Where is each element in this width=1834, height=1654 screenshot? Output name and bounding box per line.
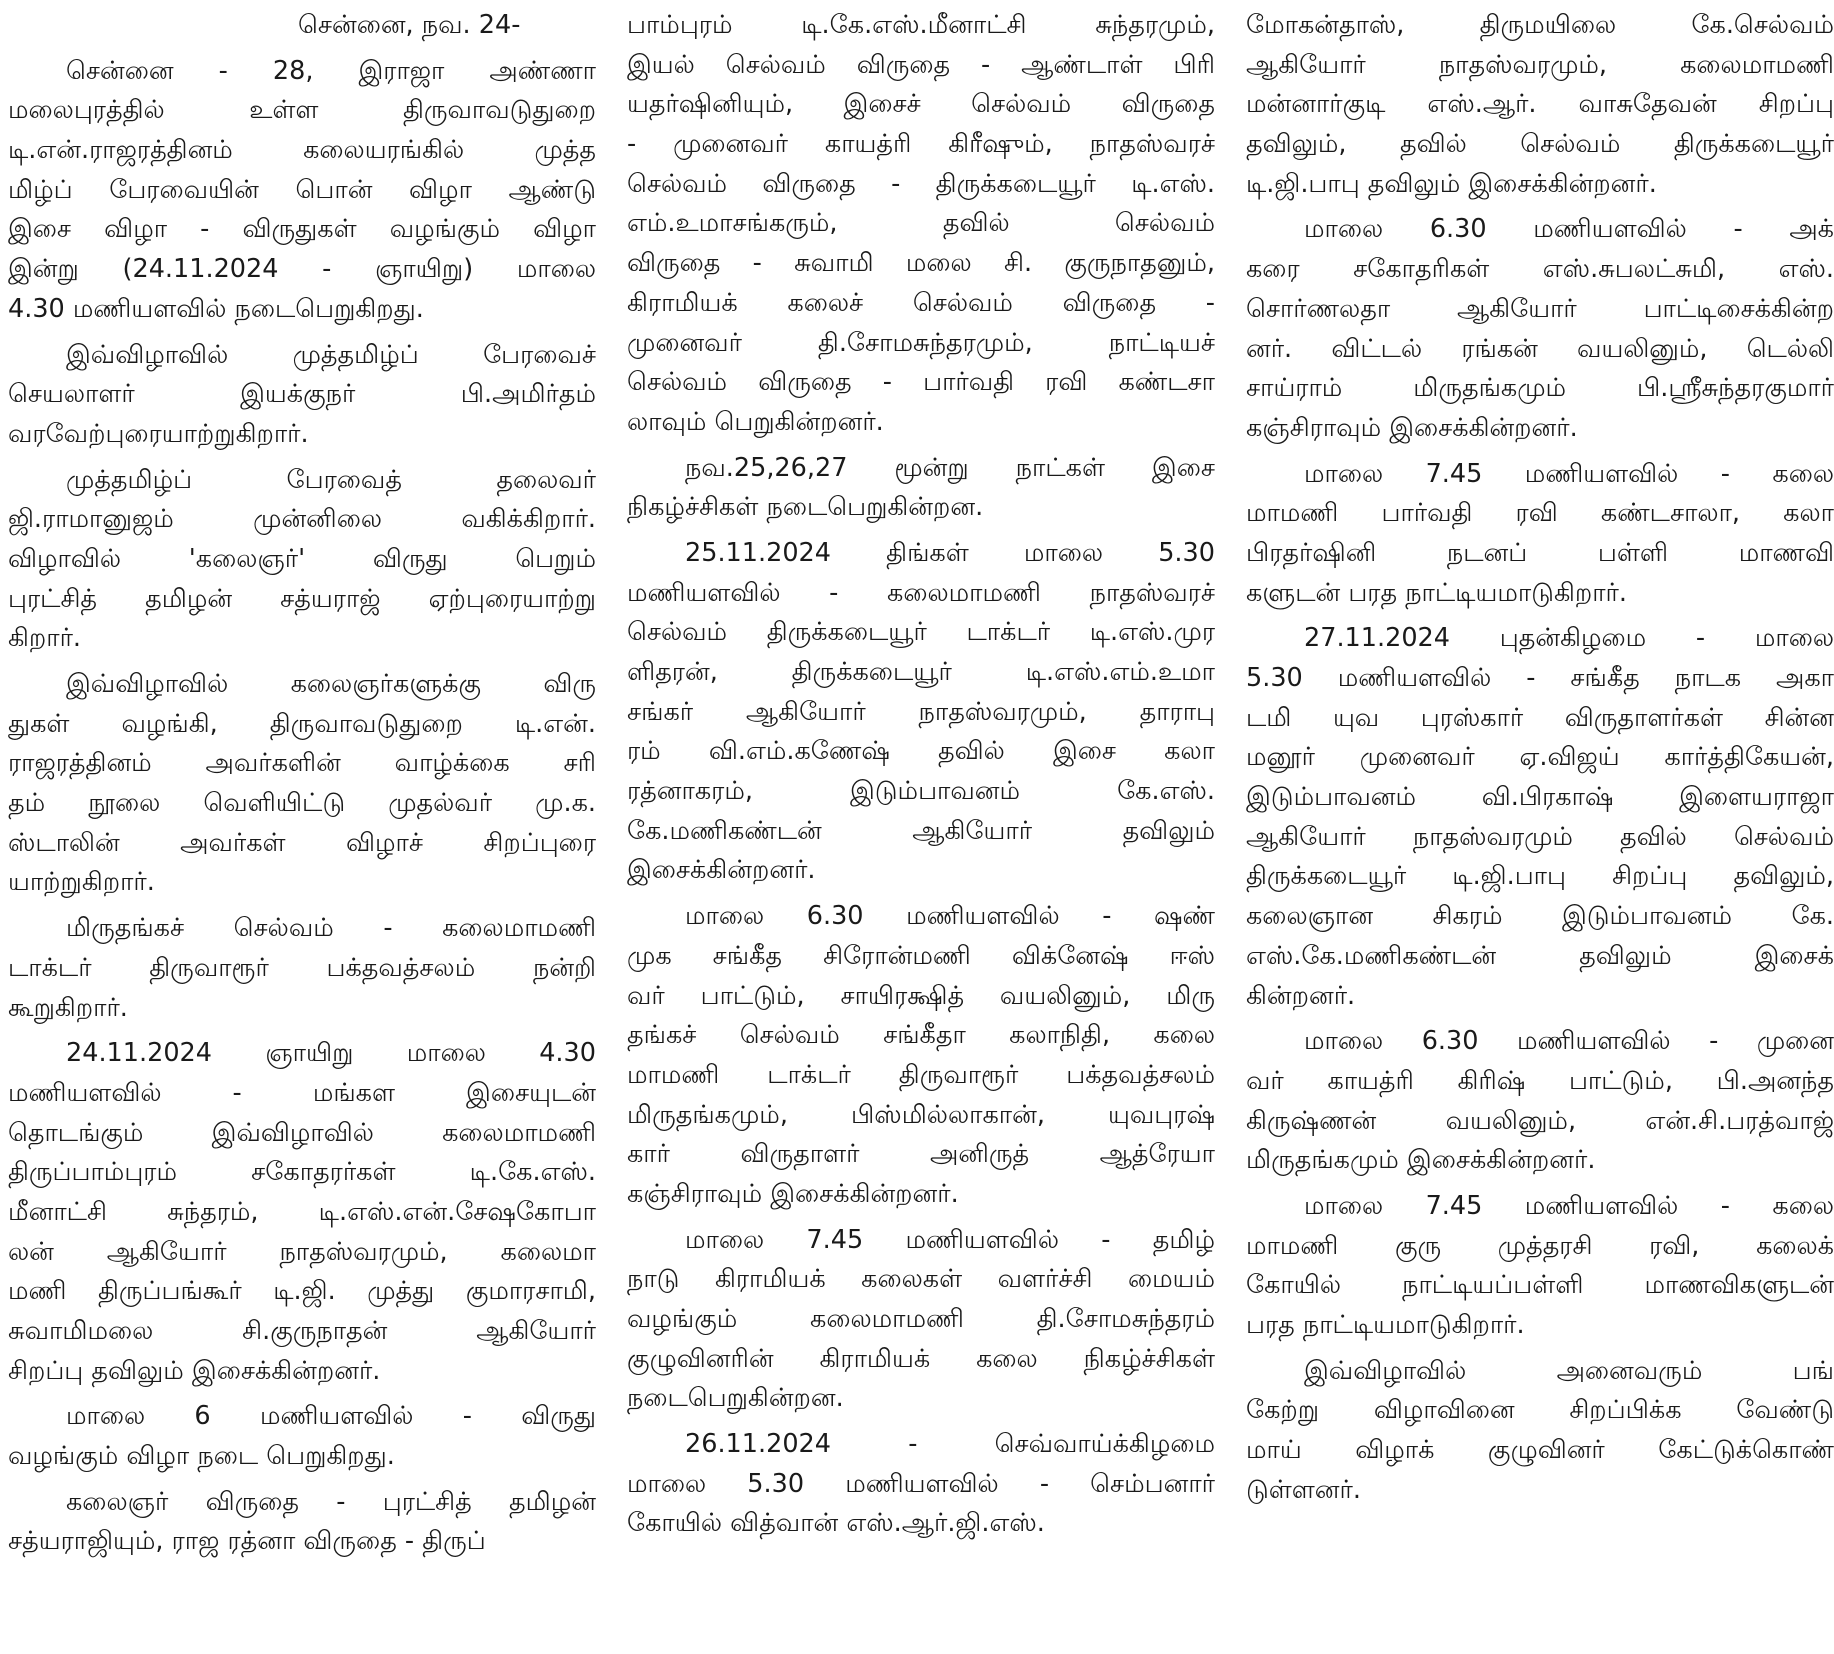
text-line: புரட்சித் தமிழன் சத்யராஜ் ஏற்புரையாற்று bbox=[8, 583, 596, 614]
text-line: கஞ்சிராவும் இசைக்கின்றனர். bbox=[627, 1178, 959, 1209]
text-line: கலைஞான சிகரம் இடும்பாவனம் கே. bbox=[1246, 901, 1834, 932]
text-line: வர் காயத்ரி கிரிஷ் பாட்டும், பி.அனந்த bbox=[1246, 1065, 1834, 1096]
text-line: இன்று (24.11.2024 - ஞாயிறு) மாலை bbox=[8, 254, 596, 285]
text-line: கிறார். bbox=[8, 623, 82, 654]
text-line: மாய் விழாக் குழுவினர் கேட்டுக்கொண் bbox=[1246, 1435, 1834, 1466]
text-line: ரம் வி.எம்.கணேஷ் தவில் இசை கலா bbox=[627, 736, 1215, 767]
text-line: மாலை 6.30 மணியளவில் - முனை bbox=[1304, 1026, 1834, 1057]
text-line: மன்னார்குடி எஸ்.ஆர். வாசுதேவன் சிறப்பு bbox=[1246, 89, 1834, 120]
article-column-2 bbox=[627, 6, 1215, 1544]
text-line: தங்கச் செல்வம் சங்கீதா கலாநிதி, கலை bbox=[627, 1020, 1215, 1051]
text-line: கரை சகோதரிகள் எஸ்.சுபலட்சுமி, எஸ். bbox=[1246, 254, 1834, 285]
text-line: சுவாமிமலை சி.குருநாதன் ஆகியோர் bbox=[8, 1316, 596, 1346]
text-line: சென்னை - 28, இராஜா அண்ணா bbox=[66, 55, 596, 86]
article-paragraph bbox=[8, 6, 596, 46]
text-line: மாலை 6.30 மணியளவில் - அக் bbox=[1304, 214, 1834, 245]
text-line: வர் பாட்டும், சாயிரக்ஷித் வயலினும், மிரு bbox=[627, 980, 1215, 1011]
text-line: லாவும் பெறுகின்றனர். bbox=[627, 406, 884, 437]
text-line: களுடன் பரத நாட்டியமாடுகிறார். bbox=[1246, 577, 1627, 608]
text-line: 24.11.2024 ஞாயிறு மாலை 4.30 bbox=[66, 1038, 596, 1069]
text-line: கிருஷ்ணன் வயலினும், என்.சி.பரத்வாஜ் bbox=[1246, 1105, 1834, 1136]
text-line: நவ.25,26,27 மூன்று நாட்கள் இசை bbox=[685, 452, 1215, 483]
text-line: மாலை 6.30 மணியளவில் - ஷண் bbox=[685, 901, 1215, 932]
text-line: மாலை 7.45 மணியளவில் - தமிழ் bbox=[685, 1224, 1215, 1255]
text-line: முக சங்கீத சிரோன்மணி விக்னேஷ் ஈஸ் bbox=[627, 940, 1215, 971]
text-line: எம்.உமாசங்கரும், தவில் செல்வம் bbox=[627, 208, 1215, 239]
text-line: ளிதரன், திருக்கடையூர் டி.எஸ்.எம்.உமா bbox=[627, 657, 1215, 687]
article-paragraph bbox=[627, 897, 1215, 1215]
text-line: மாமணி டாக்டர் திருவாரூர் பக்தவத்சலம் bbox=[627, 1059, 1215, 1090]
text-line: சங்கர் ஆகியோர் நாதஸ்வரமும், தாராபு bbox=[627, 696, 1215, 727]
text-line: மனூர் முனைவர் ஏ.விஜய் கார்த்திகேயன், bbox=[1246, 742, 1834, 773]
text-line: கின்றனர். bbox=[1246, 980, 1356, 1011]
text-line: கலைஞர் விருதை - புரட்சித் தமிழன் bbox=[66, 1486, 596, 1517]
text-line: வழங்கும் விழா நடை பெறுகிறது. bbox=[8, 1441, 395, 1472]
text-line: மிழ்ப் பேரவையின் பொன் விழா ஆண்டு bbox=[8, 174, 596, 205]
text-line: ஆகியோர் நாதஸ்வரமும், கலைமாமணி bbox=[1246, 49, 1834, 80]
text-line: டமி யுவ புரஸ்கார் விருதாளர்கள் சின்ன bbox=[1246, 702, 1834, 733]
article-paragraph bbox=[627, 1425, 1215, 1544]
article-paragraph bbox=[8, 1483, 596, 1562]
text-line: இயல் செல்வம் விருதை - ஆண்டாள் பிரி bbox=[627, 49, 1215, 80]
text-line: இசை விழா - விருதுகள் வழங்கும் விழா bbox=[8, 214, 596, 245]
text-line: சொர்ணலதா ஆகியோர் பாட்டிசைக்கின்ற bbox=[1246, 293, 1834, 324]
article-paragraph bbox=[1246, 1352, 1834, 1511]
text-line: மோகன்தாஸ், திருமயிலை கே.செல்வம் bbox=[1246, 10, 1834, 40]
text-line: டி.ஜி.பாபு தவிலும் இசைக்கின்றனர். bbox=[1246, 168, 1657, 199]
text-line: இவ்விழாவில் முத்தமிழ்ப் பேரவைச் bbox=[66, 339, 596, 370]
text-line: இவ்விழாவில் கலைஞர்களுக்கு விரு bbox=[66, 669, 596, 699]
text-line: மாமணி குரு முத்தரசி ரவி, கலைக் bbox=[1246, 1230, 1834, 1261]
text-line: முத்தமிழ்ப் பேரவைத் தலைவர் bbox=[66, 464, 596, 495]
text-line: யதர்ஷினியும், இசைச் செல்வம் விருதை bbox=[627, 89, 1215, 120]
text-line: விழாவில் 'கலைஞர்' விருது பெறும் bbox=[8, 543, 596, 574]
article-paragraph bbox=[8, 52, 596, 330]
article-paragraph bbox=[8, 1397, 596, 1476]
text-line: 26.11.2024 - செவ்வாய்க்கிழமை bbox=[685, 1429, 1215, 1460]
text-line: னர். விட்டல் ரங்கன் வயலினும், டெல்லி bbox=[1246, 333, 1834, 364]
article-paragraph bbox=[8, 1034, 596, 1391]
text-line: ஜி.ராமானுஜம் முன்னிலை வகிக்கிறார். bbox=[8, 504, 596, 535]
text-line: சாய்ராம் மிருதங்கமும் பி.ஸ்ரீசுந்தரகுமார் bbox=[1246, 373, 1834, 404]
text-line: குழுவினரின் கிராமியக் கலை நிகழ்ச்சிகள் bbox=[627, 1343, 1215, 1374]
article-paragraph bbox=[8, 665, 596, 903]
text-line: ராஜரத்தினம் அவர்களின் வாழ்க்கை சரி bbox=[8, 748, 596, 779]
text-line: கார் விருதாளர் அனிருத் ஆத்ரேயா bbox=[627, 1139, 1215, 1170]
text-line: 5.30 மணியளவில் - சங்கீத நாடக அகா bbox=[1246, 663, 1834, 693]
text-line: விருதை - சுவாமி மலை சி. குருநாதனும், bbox=[627, 248, 1215, 279]
text-line: சத்யராஜியும், ராஜ ரத்னா விருதை - திருப் bbox=[8, 1526, 486, 1557]
text-line: மாலை 7.45 மணியளவில் - கலை bbox=[1304, 458, 1834, 489]
text-line: மாலை 5.30 மணியளவில் - செம்பனார் bbox=[627, 1468, 1215, 1499]
text-line: ரத்னாகரம், இடும்பாவனம் கே.எஸ். bbox=[627, 776, 1215, 807]
text-line: பாம்புரம் டி.கே.எஸ்.மீனாட்சி சுந்தரமும், bbox=[627, 10, 1215, 40]
text-line: செல்வம் விருதை - திருக்கடையூர் டி.எஸ். bbox=[627, 168, 1215, 199]
text-line: இவ்விழாவில் அனைவரும் பங் bbox=[1304, 1355, 1834, 1386]
text-line: லன் ஆகியோர் நாதஸ்வரமும், கலைமா bbox=[8, 1236, 596, 1267]
text-line: மிருதங்கமும், பிஸ்மில்லாகான், யுவபுரஷ் bbox=[627, 1099, 1215, 1130]
text-line: திருப்பாம்புரம் சகோதரர்கள் டி.கே.எஸ். bbox=[8, 1157, 596, 1188]
article-paragraph bbox=[627, 534, 1215, 891]
text-line: நாடு கிராமியக் கலைகள் வளர்ச்சி மையம் bbox=[627, 1264, 1215, 1295]
text-line: கோயில் நாட்டியப்பள்ளி மாணவிகளுடன் bbox=[1246, 1270, 1834, 1301]
text-line: திருக்கடையூர் டி.ஜி.பாபு சிறப்பு தவிலும், bbox=[1246, 861, 1834, 892]
text-line: மாலை 7.45 மணியளவில் - கலை bbox=[1304, 1190, 1834, 1221]
article-column-3 bbox=[1246, 6, 1834, 1510]
text-line: நடைபெறுகின்றன. bbox=[627, 1383, 844, 1414]
text-line: 4.30 மணியளவில் நடைபெறுகிறது. bbox=[8, 293, 424, 324]
article-paragraph bbox=[1246, 455, 1834, 614]
text-line: செயலாளர் இயக்குநர் பி.அமிர்தம் bbox=[8, 379, 596, 410]
text-line: சிறப்பு தவிலும் இசைக்கின்றனர். bbox=[8, 1355, 381, 1386]
text-line: நிகழ்ச்சிகள் நடைபெறுகின்றன. bbox=[627, 492, 984, 523]
text-line: 27.11.2024 புதன்கிழமை - மாலை bbox=[1304, 623, 1834, 654]
text-line: பரத நாட்டியமாடுகிறார். bbox=[1246, 1310, 1525, 1340]
text-line: யாற்றுகிறார். bbox=[8, 867, 155, 898]
text-line: - முனைவர் காயத்ரி கிரீஷும், நாதஸ்வரச் bbox=[627, 129, 1215, 160]
article-paragraph bbox=[8, 336, 596, 455]
article-paragraph bbox=[8, 461, 596, 659]
article-paragraph bbox=[1246, 619, 1834, 1016]
dateline: சென்னை, நவ. 24- bbox=[298, 10, 521, 40]
text-line: கேற்று விழாவினை சிறப்பிக்க வேண்டு bbox=[1246, 1395, 1834, 1426]
article-paragraph bbox=[1246, 210, 1834, 448]
article-paragraph bbox=[8, 909, 596, 1028]
text-line: 25.11.2024 திங்கள் மாலை 5.30 bbox=[685, 537, 1215, 568]
text-line: பிரதர்ஷினி நடனப் பள்ளி மாணவி bbox=[1246, 537, 1834, 568]
text-line: எஸ்.கே.மணிகண்டன் தவிலும் இசைக் bbox=[1246, 940, 1834, 971]
text-line: மணி திருப்பங்கூர் டி.ஜி. முத்து குமாரசாமி, bbox=[8, 1276, 596, 1307]
text-line: கஞ்சிராவும் இசைக்கின்றனர். bbox=[1246, 412, 1578, 443]
text-line: மாமணி பார்வதி ரவி கண்டசாலா, கலா bbox=[1246, 498, 1834, 529]
text-line: செல்வம் திருக்கடையூர் டாக்டர் டி.எஸ்.முர bbox=[627, 617, 1215, 648]
text-line: கே.மணிகண்டன் ஆகியோர் தவிலும் bbox=[627, 815, 1215, 846]
article-paragraph bbox=[627, 6, 1215, 443]
text-line: இடும்பாவனம் வி.பிரகாஷ் இளையராஜா bbox=[1246, 782, 1834, 813]
text-line: மணியளவில் - மங்கள இசையுடன் bbox=[8, 1077, 596, 1108]
article-paragraph bbox=[1246, 1187, 1834, 1346]
text-line: மலைபுரத்தில் உள்ள திருவாவடுதுறை bbox=[8, 95, 596, 126]
text-line: கூறுகிறார். bbox=[8, 992, 128, 1023]
text-line: மாலை 6 மணியளவில் - விருது bbox=[66, 1401, 596, 1432]
article-paragraph bbox=[627, 1221, 1215, 1419]
text-line: மீனாட்சி சுந்தரம், டி.எஸ்.என்.சேஷகோபா bbox=[8, 1196, 596, 1227]
article-column-1 bbox=[8, 6, 596, 1562]
article-paragraph bbox=[1246, 1022, 1834, 1181]
text-line: தொடங்கும் இவ்விழாவில் கலைமாமணி bbox=[8, 1117, 596, 1148]
text-line: டி.என்.ராஜரத்தினம் கலையரங்கில் முத்த bbox=[8, 135, 596, 166]
article-paragraph bbox=[1246, 6, 1834, 204]
text-line: மிருதங்கமும் இசைக்கின்றனர். bbox=[1246, 1145, 1596, 1176]
text-line: துகள் வழங்கி, திருவாவடுதுறை டி.என். bbox=[8, 708, 596, 739]
text-line: தம் நூலை வெளியிட்டு முதல்வர் மு.க. bbox=[8, 788, 596, 819]
text-line: தவிலும், தவில் செல்வம் திருக்கடையூர் bbox=[1246, 129, 1834, 160]
text-line: மணியளவில் - கலைமாமணி நாதஸ்வரச் bbox=[627, 577, 1215, 608]
text-line: செல்வம் விருதை - பார்வதி ரவி கண்டசா bbox=[627, 367, 1215, 398]
text-line: ஆகியோர் நாதஸ்வரமும் தவில் செல்வம் bbox=[1246, 821, 1834, 852]
text-line: முனைவர் தி.சோமசுந்தரமும், நாட்டியச் bbox=[627, 327, 1215, 358]
article-paragraph bbox=[627, 449, 1215, 528]
text-line: கோயில் வித்வான் எஸ்.ஆர்.ஜி.எஸ். bbox=[627, 1508, 1045, 1539]
text-line: டுள்ளனர். bbox=[1246, 1474, 1361, 1505]
text-line: வரவேற்புரையாற்றுகிறார். bbox=[8, 418, 309, 449]
text-line: வழங்கும் கலைமாமணி தி.சோமசுந்தரம் bbox=[627, 1304, 1215, 1334]
text-line: ஸ்டாலின் அவர்கள் விழாச் சிறப்புரை bbox=[8, 827, 596, 858]
text-line: இசைக்கின்றனர். bbox=[627, 855, 816, 886]
text-line: டாக்டர் திருவாரூர் பக்தவத்சலம் நன்றி bbox=[8, 952, 596, 983]
text-line: மிருதங்கச் செல்வம் - கலைமாமணி bbox=[66, 913, 596, 944]
text-line: கிராமியக் கலைச் செல்வம் விருதை - bbox=[627, 287, 1215, 318]
